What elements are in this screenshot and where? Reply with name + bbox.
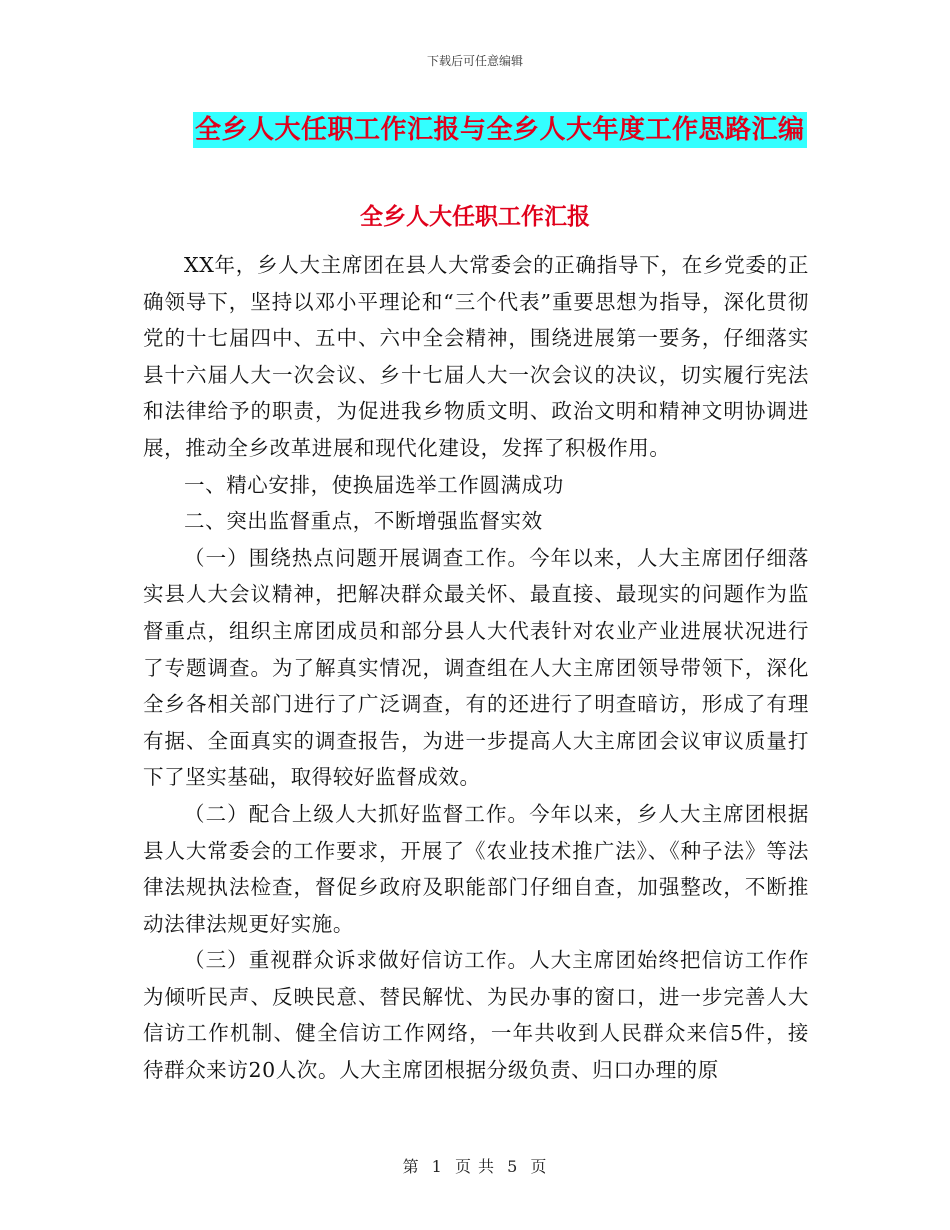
heading-supervision: 二、突出监督重点，不断增强监督实效 [184,509,543,534]
footer-prefix: 第 [402,1157,420,1176]
paragraph-investigation: （一）围绕热点问题开展调查工作。今年以来，人大主席团仔细落实县人大会议精神，把解决群众最关怀、最直接、最现实的问题作为监督重点，组织主席团成员和部分县人大代表针对农业产业进展状况进行了专题调查。为了解真实情况，调查组在人大主席团领导带领下，深化全乡各相关部门进行了广泛调查，有的还进行了明查暗访，形成了有理有据、全面真实的调查报告，为进一步提高人大主席团会议审议质量打下了坚实基础，取得较好监督成效。 [143,545,809,790]
current-page-number: 1 [431,1157,443,1176]
document-title: 全乡人大任职工作汇报与全乡人大年度工作思路汇编 [193,112,807,148]
paragraph-petition: （三）重视群众诉求做好信访工作。人大主席团始终把信访工作作为倾听民声、反映民意、替民解忧、为民办事的窗口，进一步完善人大信访工作机制、健全信访工作网络，一年共收到人民群众来信5件，接待群众来访20人次。人大主席团根据分级负责、归口办理的原 [143,948,809,1083]
footer-middle: 页 共 [454,1157,496,1176]
page-footer [0,1154,950,1177]
paragraph-cooperation: （二）配合上级人大抓好监督工作。今年以来，乡人大主席团根据县人大常委会的工作要求，开展了《农业技术推广法》、《种子法》等法律法规执法检查，督促乡政府及职能部门仔细自查，加强整改，不断推动法律法规更好实施。 [143,801,809,936]
document-body [143,247,809,1089]
footer-suffix: 页 [530,1157,548,1176]
heading-election: 一、精心安排，使换届选举工作圆满成功 [184,472,564,497]
total-page-count: 5 [507,1157,519,1176]
section-title: 全乡人大任职工作汇报 [360,204,590,230]
paragraph-intro: XX年，乡人大主席团在县人大常委会的正确指导下，在乡党委的正确领导下，坚持以邓小平理论和“三个代表”重要思想为指导，深化贯彻党的十七届四中、五中、六中全会精神，围绕进展第一要务，仔细落实县十六届人大一次会议、乡十七届人大一次会议的决议，切实履行宪法和法律给予的职责，为促进我乡物质文明、政治文明和精神文明协调进展，推动全乡改革进展和现代化建设，发挥了积极作用。 [143,253,809,460]
header-note: 下载后可任意编辑 [426,54,523,68]
